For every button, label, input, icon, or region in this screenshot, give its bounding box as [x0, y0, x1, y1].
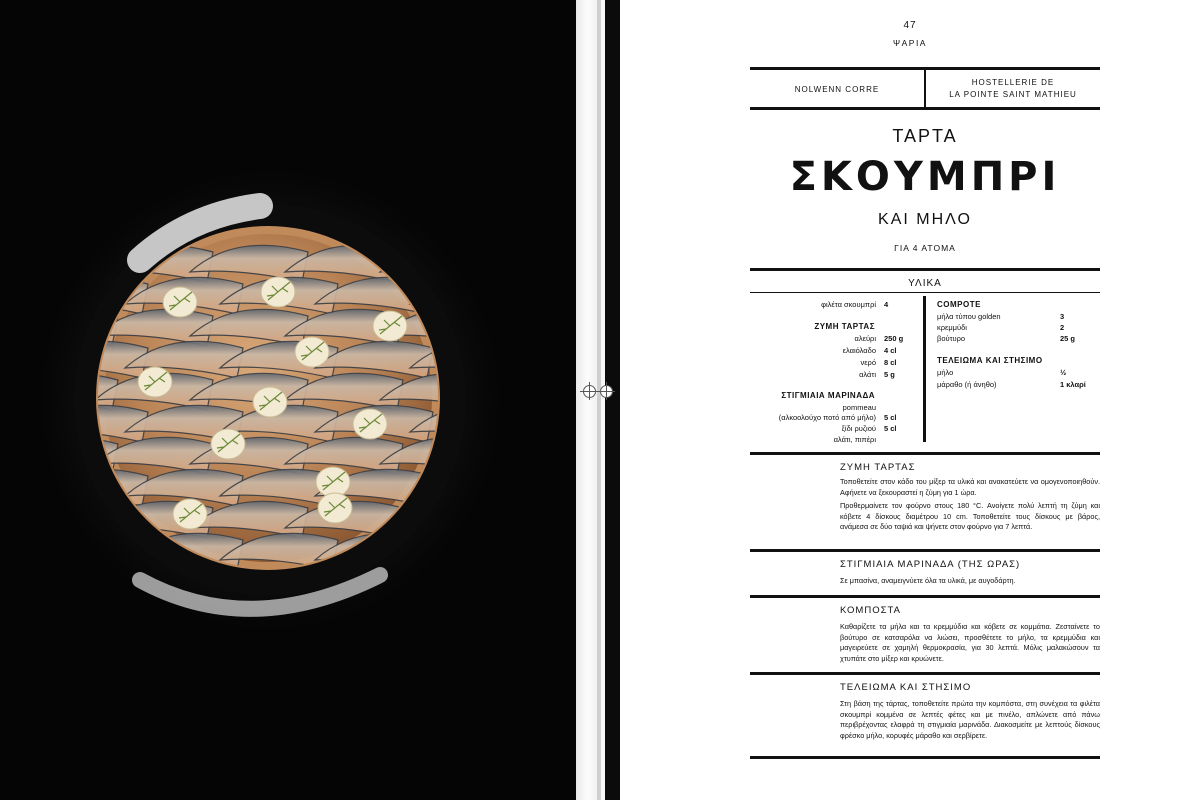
step-title: ΤΕΛΕΙΩΜΑ ΚΑΙ ΣΤΗΣΙΜΟ: [840, 682, 972, 693]
ingredient-name: νερό: [860, 358, 876, 367]
ingredient-qty: 8 cl: [884, 358, 897, 367]
ingredient-name: pommeau: [842, 403, 876, 412]
ingredient-name: ξίδι ρυζιού: [841, 424, 876, 433]
section-name: ΨΑΡΙΑ: [893, 38, 927, 48]
ingredient-name: μήλα τύπου golden: [937, 312, 1001, 321]
ingredient-name: μήλο: [937, 368, 954, 377]
crosshair-icon[interactable]: [600, 385, 613, 398]
step-body: [840, 477, 1100, 536]
restaurant-name: HOSTELLERIE DE: [971, 78, 1055, 87]
ingredient-group-heading: ΣΤΙΓΜΙΑΙΑ ΜΑΡΙΝΑΔΑ: [781, 391, 875, 400]
ingredients-heading-rule: [750, 292, 1100, 293]
ingredient-name: φιλέτα σκουμπρί: [821, 300, 876, 309]
ingredient-qty: 25 g: [1060, 334, 1076, 343]
ingredient-name: αλεύρι: [854, 334, 876, 343]
ingredient-name: αλάτι, πιπέρι: [833, 435, 876, 444]
page-number: 47: [903, 20, 917, 31]
step-rule: [750, 549, 1100, 552]
crosshair-icon[interactable]: [583, 385, 596, 398]
ingredient-name: κρεμμύδι: [937, 323, 967, 332]
ingredient-group-heading: ΤΕΛΕΙΩΜΑ ΚΑΙ ΣΤΗΣΙΜΟ: [937, 356, 1043, 365]
ingredient-group-heading: ΖΥΜΗ ΤΑΡΤΑΣ: [814, 322, 875, 331]
recipe-title-main: ΣΚΟΥΜΠΡΙ: [789, 154, 1061, 200]
ingredient-name: μάραθο (ή άνηθο): [937, 380, 997, 389]
ingredient-name: ελαιόλαδο: [842, 346, 876, 355]
ingredient-name: (αλκοολούχο ποτό από μήλο): [778, 413, 876, 422]
step-body: [840, 576, 1100, 590]
ingredient-name: αλάτι: [859, 370, 876, 379]
book-gutter: [576, 0, 620, 800]
ingredient-qty: ½: [1060, 368, 1067, 377]
chef-name: NOLWENN CORRE: [794, 85, 880, 94]
page-edge: [576, 0, 597, 800]
servings: ΓΙΑ 4 ΑΤΟΜΑ: [894, 243, 956, 253]
ingredient-name: βούτυρο: [937, 334, 966, 343]
ingredient-qty: 2: [1060, 323, 1065, 332]
restaurant-name: LA POINTE SAINT MATHIEU: [949, 90, 1077, 99]
header-divider: [924, 69, 926, 107]
ingredient-qty: 1 κλαρί: [1060, 380, 1086, 389]
page-bottom-rule: [750, 756, 1100, 759]
step-body: [840, 622, 1100, 667]
ingredient-qty: 5 g: [884, 370, 895, 379]
step-paragraph: Σε μπασίνα, αναμειγνύετε όλα τα υλικά, με αυγοδάρτη.: [840, 576, 1016, 585]
step-title: ΚΟΜΠΟΣΤΑ: [840, 605, 901, 616]
ingredient-qty: 5 cl: [884, 424, 897, 433]
ingredients-divider: [923, 296, 926, 442]
ingredient-qty: 3: [1060, 312, 1065, 321]
step-title: ΖΥΜΗ ΤΑΡΤΑΣ: [840, 462, 916, 473]
step-paragraph: Προθερμαίνετε τον φούρνο στους 180 °C. Ανοίγετε πολύ λεπτή τη ζύμη και κόβετε 4 δίσκους διαμέτρου 10 cm. Τοποθετείτε τους δίσκους με βάρος, ανάμεσα σε δύο ταψιά και ψήνετε στον φούρνο για 7 λεπτά.: [840, 501, 1100, 532]
ingredient-qty: 5 cl: [884, 413, 897, 422]
step-title: ΣΤΙΓΜΙΑΙΑ ΜΑΡΙΝΑΔΑ (ΤΗΣ ΩΡΑΣ): [840, 559, 1021, 570]
step-paragraph: Τοποθετείτε στον κάδο του μίξερ τα υλικά και ανακατεύετε να ομογενοποιηθούν. Αφήνετε να ξεκουραστεί η ζύμη για 1 ώρα.: [840, 477, 1100, 497]
ingredient-group-heading: COMPOTE: [937, 300, 981, 309]
step-paragraph: Καθαρίζετε τα μήλα και τα κρεμμύδια και κόβετε σε κομμάτια. Ζεσταίνετε το βούτυρο σε κατσαρόλα να λιώσει, προσθέτετε το μήλο, τα κρεμμύδια και μαγειρεύετε σε χαμηλή θερμοκρασία, για 30 λεπτά. Μόλις μαλακώσουν τα χτυπάτε στο μίξερ και κρυώνετε.: [840, 622, 1100, 663]
recipe-page: [620, 0, 1200, 800]
mackerel-tart-image: [0, 0, 576, 800]
dish-photo: [0, 0, 576, 800]
recipe-title-line1: ΤΑΡΤΑ: [892, 126, 958, 146]
step-rule: [750, 452, 1100, 455]
ingredients-heading: ΥΛΙΚΑ: [908, 278, 942, 289]
ingredient-qty: 4 cl: [884, 346, 897, 355]
ingredient-qty: 250 g: [884, 334, 904, 343]
step-body: [840, 699, 1100, 744]
spine-strip: [605, 0, 620, 800]
step-paragraph: Στη βάση της τάρτας, τοποθετείτε πρώτα την κομπόστα, στη συνέχεια τα φιλέτα σκουμπρί κομμένα σε λεπτές φέτες και με πινέλο, απλώνετε από πάνω περιβρέχοντας ελαφρά τη στιγμιαία μαρινάδα. Διακοσμείτε με λεπτούς δίσκους φρέσκο μήλο, κορυφές μάραθο και σερβίρετε.: [840, 699, 1100, 740]
ingredient-qty: 4: [884, 300, 889, 309]
ingredients-top-rule: [750, 268, 1100, 271]
step-rule: [750, 595, 1100, 598]
header-bottom-rule: [750, 107, 1100, 110]
recipe-title-line3: ΚΑΙ ΜΗΛΟ: [878, 211, 972, 228]
step-rule: [750, 672, 1100, 675]
